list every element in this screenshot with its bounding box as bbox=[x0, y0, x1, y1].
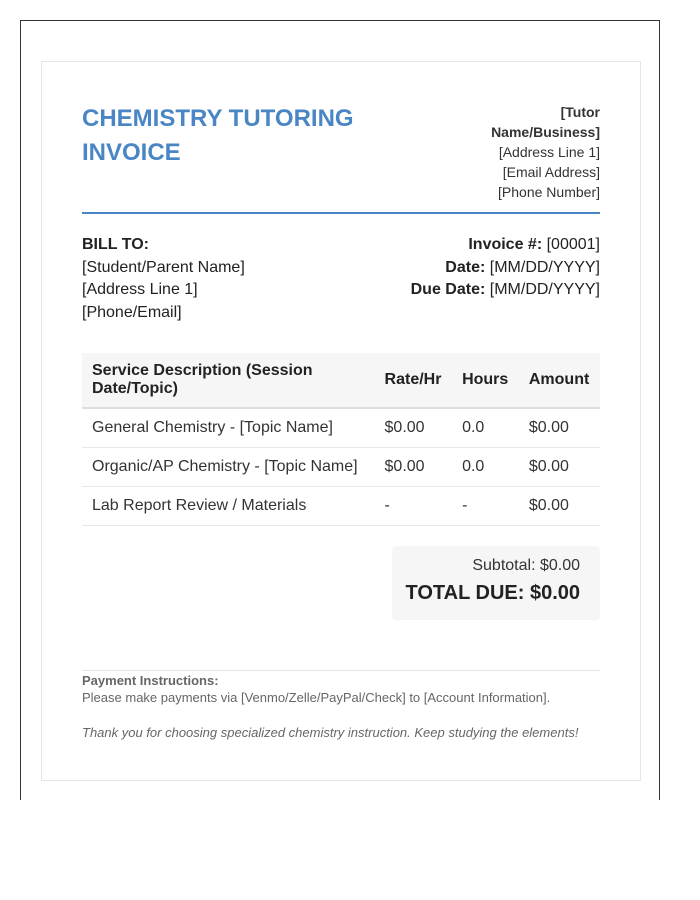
services-table bbox=[82, 353, 600, 526]
thank-you-note: Thank you for choosing specialized chemistry instruction. Keep studying the elements! bbox=[82, 725, 579, 740]
due-date-line bbox=[411, 279, 600, 302]
invoice-title: CHEMISTRY TUTORING INVOICE bbox=[82, 105, 354, 166]
header-rate: Rate/Hr bbox=[379, 353, 453, 408]
invoice-document bbox=[41, 61, 641, 781]
table-header-row bbox=[82, 353, 600, 408]
due-date-label: Due Date: bbox=[410, 281, 486, 298]
header-description: Service Description (Session Date/Topic) bbox=[82, 353, 379, 408]
bill-to-contact: [Phone/Email] bbox=[82, 303, 182, 321]
tutor-phone: [Phone Number] bbox=[498, 184, 600, 200]
table-row bbox=[82, 448, 600, 487]
row-hours: 0.0 bbox=[452, 408, 519, 448]
due-date: [MM/DD/YYYY] bbox=[489, 281, 600, 298]
invoice-header bbox=[82, 102, 600, 214]
bill-to bbox=[82, 234, 245, 324]
invoice-date-label: Date: bbox=[445, 258, 486, 276]
row-amount: $0.00 bbox=[519, 408, 600, 448]
tutor-address: [Address Line 1] bbox=[498, 144, 600, 160]
row-amount: $0.00 bbox=[519, 487, 600, 526]
row-hours: - bbox=[452, 487, 519, 526]
invoice-date-line bbox=[411, 257, 600, 280]
invoice-number: [00001] bbox=[546, 236, 600, 253]
invoice-details bbox=[411, 234, 600, 324]
bill-to-name: [Student/Parent Name] bbox=[82, 258, 245, 276]
row-description: Lab Report Review / Materials bbox=[82, 487, 379, 526]
row-rate: $0.00 bbox=[379, 408, 453, 448]
row-rate: $0.00 bbox=[379, 448, 453, 487]
bill-to-label: BILL TO: bbox=[82, 236, 149, 253]
row-rate: - bbox=[379, 487, 453, 526]
invoice-meta bbox=[82, 234, 600, 324]
row-description: Organic/AP Chemistry - [Topic Name] bbox=[82, 448, 379, 487]
header-amount: Amount bbox=[519, 353, 600, 408]
invoice-number-line bbox=[411, 234, 600, 257]
totals-box bbox=[392, 546, 600, 620]
tutor-name: [Tutor Name/Business] bbox=[491, 104, 600, 140]
invoice-footer bbox=[82, 670, 600, 742]
invoice-date: [MM/DD/YYYY] bbox=[489, 258, 600, 276]
row-amount: $0.00 bbox=[519, 448, 600, 487]
invoice-number-label: Invoice #: bbox=[468, 236, 543, 253]
bill-to-address: [Address Line 1] bbox=[82, 281, 198, 298]
total-due: TOTAL DUE: $0.00 bbox=[405, 582, 580, 604]
tutor-email: [Email Address] bbox=[502, 164, 600, 180]
subtotal: Subtotal: $0.00 bbox=[472, 557, 580, 574]
row-hours: 0.0 bbox=[452, 448, 519, 487]
payment-instructions-title: Payment Instructions: bbox=[82, 673, 219, 688]
table-row bbox=[82, 408, 600, 448]
tutor-info bbox=[450, 102, 600, 202]
row-description: General Chemistry - [Topic Name] bbox=[82, 408, 379, 448]
table-row bbox=[82, 487, 600, 526]
payment-instructions-text: Please make payments via [Venmo/Zelle/PayPal/Check] to [Account Information]. bbox=[82, 690, 551, 705]
header-hours: Hours bbox=[452, 353, 519, 408]
